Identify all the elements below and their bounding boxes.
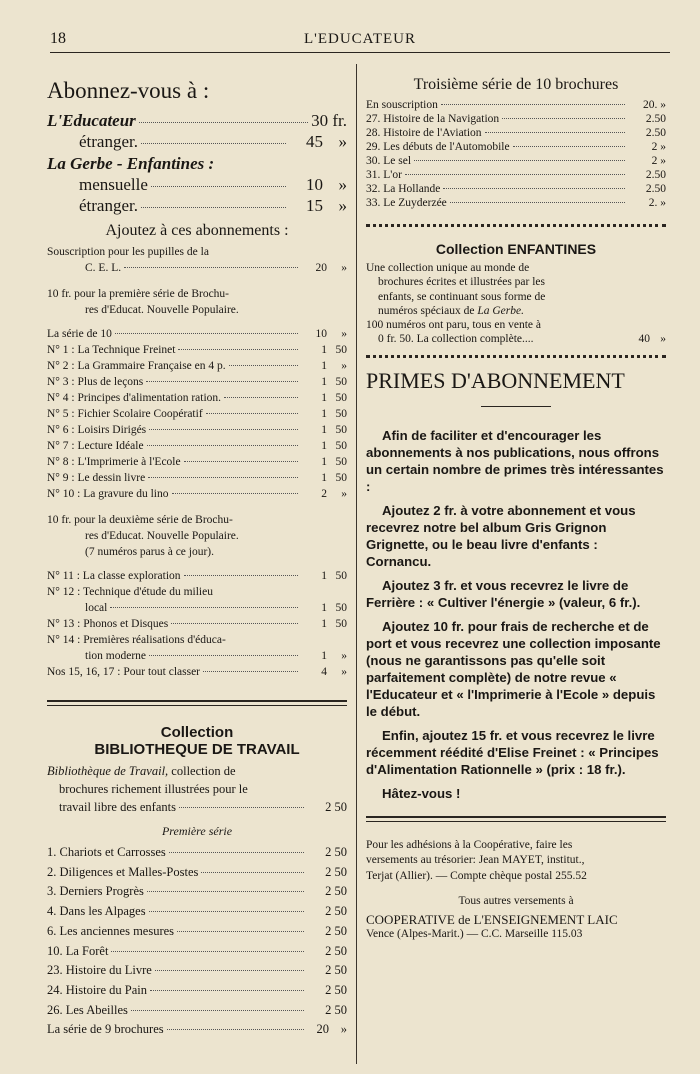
troisieme-row — [366, 182, 666, 196]
bibliotheque-item-price: 2 50 — [325, 884, 347, 899]
bibliotheque-item-label: 26. Les Abeilles — [47, 1002, 128, 1017]
etranger-label: étranger. — [79, 196, 138, 215]
leader-dots — [229, 365, 298, 366]
leader-dots — [203, 671, 298, 672]
bibliotheque-price: 2 50 — [325, 800, 347, 814]
troisieme-item-label: 27. Histoire de la Navigation — [366, 113, 500, 125]
brochure-label: N° 13 : Phonos et Disques — [47, 618, 169, 630]
brochure-price: 1 — [321, 440, 327, 452]
gerbe-label: La Gerbe - Enfantines : — [47, 154, 215, 173]
brochure-label: N° 14 : Premières réalisations d'éduca- — [47, 634, 226, 646]
price-unit: » — [341, 328, 347, 340]
leader-dots — [115, 333, 298, 334]
troisieme-row — [366, 140, 666, 154]
leader-dots — [155, 970, 304, 971]
leader-dots — [414, 160, 625, 161]
brochure-label: local — [85, 602, 108, 614]
bibliotheque-item-price: 2 50 — [325, 904, 347, 919]
troisieme-title: Troisième série de 10 brochures — [413, 76, 619, 93]
brochure-price-cents: 50 — [335, 376, 347, 388]
troisieme-row — [366, 196, 666, 210]
primes-text — [366, 427, 666, 802]
brochure-label: tion moderne — [85, 650, 146, 662]
serie2-block — [47, 512, 347, 680]
leader-dots — [124, 267, 298, 268]
leader-dots — [405, 174, 625, 175]
brochure-price: 4 — [321, 666, 327, 678]
bibliotheque-block — [47, 724, 347, 1039]
serie2-intro: res d'Educat. Nouvelle Populaire. — [85, 530, 239, 542]
troisieme-item-price: 2. » — [648, 197, 666, 209]
leader-dots — [149, 911, 304, 912]
dotted-rule — [366, 224, 666, 227]
brochure-price-cents: 50 — [335, 602, 347, 614]
brochure-row — [47, 374, 347, 390]
brochure-price: 1 — [321, 344, 327, 356]
troisieme-item-price: 2.50 — [645, 169, 666, 181]
page-number: 18 — [50, 30, 66, 47]
leader-dots — [485, 132, 625, 133]
bibliotheque-title: Collection — [160, 724, 234, 741]
brochure-price-cents: 50 — [335, 344, 347, 356]
brochure-label: Nos 15, 16, 17 : Pour tout classer — [47, 666, 201, 678]
primes-paragraph: Ajoutez 10 fr. pour frais de recherche et de port et vous recevrez une collection imposante (nous ne garantissons pas qu'elle soit parfaitement complète) de notre revue « l'Educateur et « l'Imprimerie à l'Ecole » depuis le début. — [366, 618, 661, 719]
bibliotheque-text: brochures richement illustrées pour le — [59, 782, 248, 796]
abonnez-title: Abonnez-vous à : — [47, 78, 210, 103]
leader-dots — [147, 891, 304, 892]
troisieme-item-label: 31. L'or — [366, 169, 402, 181]
enfantines-line: 100 numéros ont paru, tous en vente à — [366, 319, 542, 332]
primes-paragraph: Ajoutez 2 fr. à votre abonnement et vous recevrez notre bel album Gris Grignon Grignette, ou le beau livre d'enfants : Cornancu. — [366, 502, 636, 569]
troisieme-item-price: 2.50 — [645, 113, 666, 125]
brochure-price: 1 — [321, 618, 327, 630]
troisieme-item-label: 33. Le Zuyderzée — [366, 197, 447, 209]
price-unit: » — [660, 333, 666, 346]
bibliotheque-row — [47, 882, 347, 902]
brochure-row — [47, 454, 347, 470]
bibliotheque-item-price: 2 50 — [325, 923, 347, 938]
brochure-price-cents: 50 — [335, 392, 347, 404]
brochure-label: N° 11 : La classe exploration — [47, 570, 181, 582]
brochure-label: N° 12 : Technique d'étude du milieu — [47, 586, 213, 598]
bibliotheque-item-label: 2. Diligences et Malles-Postes — [47, 864, 199, 879]
enfantines-line: brochures écrites et illustrées par les — [378, 276, 546, 289]
leader-dots — [151, 186, 286, 187]
etranger-price: 15 — [306, 196, 323, 215]
brochure-label: N° 6 : Loisirs Dirigés — [47, 424, 147, 436]
primes-paragraph: Ajoutez 3 fr. et vous recevrez le livre de Ferrière : « Cultiver l'énergie » (valeur, 6 fr.). — [366, 577, 641, 610]
bibliotheque-item-price: 2 50 — [325, 982, 347, 997]
section-rule — [366, 816, 666, 822]
brochure-label: N° 2 : La Grammaire Française en 4 p. — [47, 360, 226, 372]
leader-dots — [148, 477, 298, 478]
bibliotheque-row — [47, 922, 347, 942]
bibliotheque-row — [47, 961, 347, 981]
bibliotheque-row — [47, 843, 347, 863]
leader-dots — [111, 951, 304, 952]
troisieme-item-label: En souscription — [366, 99, 438, 111]
brochure-row — [47, 438, 347, 454]
price-unit: » — [341, 262, 347, 274]
leader-dots — [147, 445, 298, 446]
leader-dots — [184, 575, 298, 576]
serie1-intro: 10 fr. pour la première série de Brochu- — [47, 288, 230, 300]
bibliotheque-item-label: 3. Derniers Progrès — [47, 884, 144, 899]
brochure-row — [47, 664, 347, 680]
title-underline — [481, 406, 551, 407]
etranger-row-2 — [47, 195, 347, 216]
leader-dots — [131, 1010, 304, 1011]
total-label: La série de 9 brochures — [47, 1022, 164, 1037]
la-serie-price: 10 — [315, 328, 327, 340]
troisieme-list — [366, 98, 666, 210]
brochure-row — [47, 600, 347, 616]
bibliotheque-item-label: 10. La Forêt — [47, 943, 109, 958]
bibliotheque-title: BIBLIOTHEQUE DE TRAVAIL — [94, 741, 300, 758]
price-unit: » — [338, 196, 347, 215]
souscription-block — [47, 244, 347, 276]
leader-dots — [443, 188, 625, 189]
la-serie-row — [47, 326, 347, 342]
leader-dots — [177, 931, 304, 932]
brochure-price: 1 — [321, 424, 327, 436]
dotted-rule — [366, 355, 666, 358]
leader-dots — [224, 397, 298, 398]
left-column — [47, 64, 347, 1039]
brochure-row — [47, 390, 347, 406]
bibliotheque-text: collection de — [168, 764, 236, 778]
bibliotheque-item-price: 2 50 — [325, 963, 347, 978]
footer-line: Pour les adhésions à la Coopérative, faire les — [366, 838, 573, 851]
brochure-price-cents: 50 — [335, 618, 347, 630]
leader-dots — [167, 1029, 304, 1030]
mensuelle-price: 10 — [306, 175, 323, 194]
brochure-row — [47, 568, 347, 584]
mensuelle-row — [47, 174, 347, 195]
primes-paragraph: Afin de faciliter et d'encourager les abonnements à nos publications, nous offrons un certain nombre de primes très intéressantes : — [366, 427, 664, 494]
column-divider — [356, 64, 357, 1064]
enfantines-text — [366, 261, 666, 347]
brochure-price-cents: » — [341, 666, 347, 678]
footer-cooperative: COOPERATIVE de L'ENSEIGNEMENT LAIC — [366, 911, 618, 927]
educateur-label: L'Educateur — [47, 111, 136, 130]
running-title: L'EDUCATEUR — [303, 31, 417, 47]
primes-paragraph: Hâtez-vous ! — [382, 785, 461, 801]
educateur-row — [47, 110, 347, 131]
troisieme-row — [366, 98, 666, 112]
brochure-price-cents: 50 — [335, 440, 347, 452]
troisieme-item-price: 2.50 — [645, 183, 666, 195]
educateur-price: 30 fr. — [311, 111, 347, 130]
troisieme-item-label: 32. La Hollande — [366, 183, 441, 195]
enfantines-price-row — [366, 332, 666, 346]
leader-dots — [178, 349, 298, 350]
serie1-list — [47, 342, 347, 502]
enfantines-line — [366, 304, 666, 318]
brochure-price-cents: 50 — [335, 408, 347, 420]
bibliotheque-row — [47, 981, 347, 1001]
brochure-price: 2 — [321, 488, 327, 500]
leader-dots — [110, 607, 298, 608]
brochure-price-cents: 50 — [335, 472, 347, 484]
primes-title: PRIMES D'ABONNEMENT — [366, 367, 625, 393]
troisieme-item-price: 2 » — [651, 141, 666, 153]
troisieme-item-price: 2 » — [651, 155, 666, 167]
leader-dots — [141, 207, 286, 208]
brochure-price: 1 — [321, 408, 327, 420]
serie1-intro: res d'Educat. Nouvelle Populaire. — [85, 304, 239, 316]
bibliotheque-text: travail libre des enfants — [59, 800, 176, 814]
souscription-text: Souscription pour les pupilles de la — [47, 246, 209, 258]
souscription-price: 20 — [315, 262, 327, 274]
leader-dots — [139, 122, 308, 123]
enfantines-line: enfants, se continuant sous forme de — [378, 290, 546, 303]
footer-line: versements au trésorier: Jean MAYET, institut., — [366, 854, 585, 867]
brochure-label: N° 8 : L'Imprimerie à l'Ecole — [47, 456, 181, 468]
brochure-label: N° 7 : Lecture Idéale — [47, 440, 144, 452]
etranger-label: étranger. — [79, 132, 138, 151]
brochure-label: N° 1 : La Technique Freinet — [47, 344, 176, 356]
leader-dots — [169, 852, 304, 853]
bibliotheque-italic: Bibliothèque de Travail, — [47, 764, 169, 778]
etranger-row-1 — [47, 131, 347, 152]
leader-dots — [502, 118, 625, 119]
price-unit: » — [340, 1022, 347, 1037]
footer-block — [366, 838, 666, 943]
bibliotheque-row — [47, 902, 347, 922]
enfantines-line: Une collection unique au monde de — [366, 262, 530, 274]
brochure-price-cents: 50 — [335, 424, 347, 436]
brochure-row — [47, 358, 347, 374]
brochure-row — [47, 422, 347, 438]
troisieme-row — [366, 112, 666, 126]
enfantines-line: 0 fr. 50. La collection complète.... — [378, 333, 534, 346]
bibliotheque-intro — [47, 762, 347, 816]
bibliotheque-item-price: 2 50 — [325, 864, 347, 879]
la-serie-label: La série de 10 — [47, 328, 112, 340]
bibliotheque-item-price: 2 50 — [325, 845, 347, 859]
bibliotheque-item-label: 4. Dans les Alpages — [47, 904, 146, 919]
brochure-row — [47, 648, 347, 664]
footer-line: Tous autres versements à — [458, 895, 574, 908]
footer-line: Terjat (Allier). — Compte chèque postal 255.52 — [366, 869, 587, 882]
leader-dots — [171, 623, 298, 624]
leader-dots — [184, 461, 298, 462]
brochure-price: 1 — [321, 376, 327, 388]
brochure-label: N° 3 : Plus de leçons — [47, 376, 144, 388]
serie2-intro: 10 fr. pour la deuxième série de Brochu- — [47, 514, 233, 526]
etranger-price: 45 — [306, 132, 323, 151]
bibliotheque-item-label: 24. Histoire du Pain — [47, 982, 147, 997]
bibliotheque-total-row — [47, 1020, 347, 1039]
brochure-label: N° 4 : Principes d'alimentation ration. — [47, 392, 222, 404]
brochure-label: N° 9 : Le dessin livre — [47, 472, 146, 484]
enfantines-title: Collection ENFANTINES — [435, 241, 597, 257]
primes-paragraph: Enfin, ajoutez 15 fr. et vous recevrez le livre récemment réédité d'Elise Freinet : « Principes d'Alimentation Rationnelle » (prix : 18 fr.). — [366, 727, 659, 777]
souscription-row — [47, 260, 347, 276]
leader-dots — [150, 990, 304, 991]
footer-line: Vence (Alpes-Marit.) — C.C. Marseille 115.03 — [366, 928, 583, 941]
brochure-row — [47, 342, 347, 358]
brochure-price: 1 — [321, 456, 327, 468]
enfantines-price: 40 — [638, 333, 650, 346]
brochure-price-cents: » — [341, 650, 347, 662]
leader-dots — [149, 655, 298, 656]
bibliotheque-item-label: 23. Histoire du Livre — [47, 963, 152, 978]
bibliotheque-item-price: 2 50 — [325, 1002, 347, 1017]
brochure-row — [47, 470, 347, 486]
premiere-serie-label: Première série — [161, 824, 233, 838]
bibliotheque-row — [47, 1001, 347, 1021]
leader-dots — [146, 381, 298, 382]
brochure-price: 1 — [321, 570, 327, 582]
brochure-label: N° 10 : La gravure du lino — [47, 488, 169, 500]
bibliotheque-row — [47, 942, 347, 962]
leader-dots — [172, 493, 299, 494]
brochure-price-cents: 50 — [335, 456, 347, 468]
troisieme-item-price: 2.50 — [645, 127, 666, 139]
leader-dots — [206, 413, 298, 414]
serie2-intro: (7 numéros parus à ce jour). — [85, 546, 215, 558]
mensuelle-label: mensuelle — [79, 175, 148, 194]
leader-dots — [450, 202, 625, 203]
brochure-price-cents: 50 — [335, 570, 347, 582]
brochure-price: 1 — [321, 392, 327, 404]
page-header — [50, 30, 670, 53]
bibliotheque-intro-row — [47, 798, 347, 816]
leader-dots — [441, 104, 625, 105]
right-column — [366, 64, 666, 943]
bibliotheque-item-price: 2 50 — [325, 943, 347, 958]
subscriptions-block — [47, 110, 347, 216]
leader-dots — [141, 143, 286, 144]
troisieme-row — [366, 126, 666, 140]
leader-dots — [513, 146, 625, 147]
brochure-price: 1 — [321, 650, 327, 662]
brochure-price-cents: » — [341, 360, 347, 372]
la-gerbe-italic: La Gerbe. — [477, 304, 524, 317]
souscription-cel: C. E. L. — [85, 262, 122, 274]
brochure-price-cents: » — [341, 488, 347, 500]
bibliotheque-item-label: 1. Chariots et Carrosses — [47, 845, 166, 859]
brochure-price: 1 — [321, 602, 327, 614]
brochure-price: 1 — [321, 472, 327, 484]
brochure-price: 1 — [321, 360, 327, 372]
total-price: 20 — [316, 1022, 329, 1037]
price-unit: » — [338, 132, 347, 151]
troisieme-item-label: 29. Les débuts de l'Automobile — [366, 141, 510, 153]
troisieme-item-label: 30. Le sel — [366, 155, 412, 167]
bibliotheque-list — [47, 843, 347, 1020]
brochure-row — [47, 406, 347, 422]
leader-dots — [179, 807, 304, 808]
troisieme-row — [366, 154, 666, 168]
bibliotheque-item-label: 6. Les anciennes mesures — [47, 923, 175, 938]
section-rule — [47, 700, 347, 706]
ajoutez-heading: Ajoutez à ces abonnements : — [105, 222, 289, 239]
brochure-row — [47, 616, 347, 632]
enfantines-text-part: numéros spéciaux de — [378, 304, 478, 317]
brochure-label: N° 5 : Fichier Scolaire Coopératif — [47, 408, 203, 420]
bibliotheque-row — [47, 863, 347, 883]
leader-dots — [149, 429, 298, 430]
brochure-row — [47, 486, 347, 502]
troisieme-item-label: 28. Histoire de l'Aviation — [366, 127, 482, 139]
serie1-block — [47, 286, 347, 502]
leader-dots — [201, 872, 304, 873]
troisieme-item-price: 20. » — [643, 99, 666, 111]
troisieme-row — [366, 168, 666, 182]
price-unit: » — [338, 175, 347, 194]
